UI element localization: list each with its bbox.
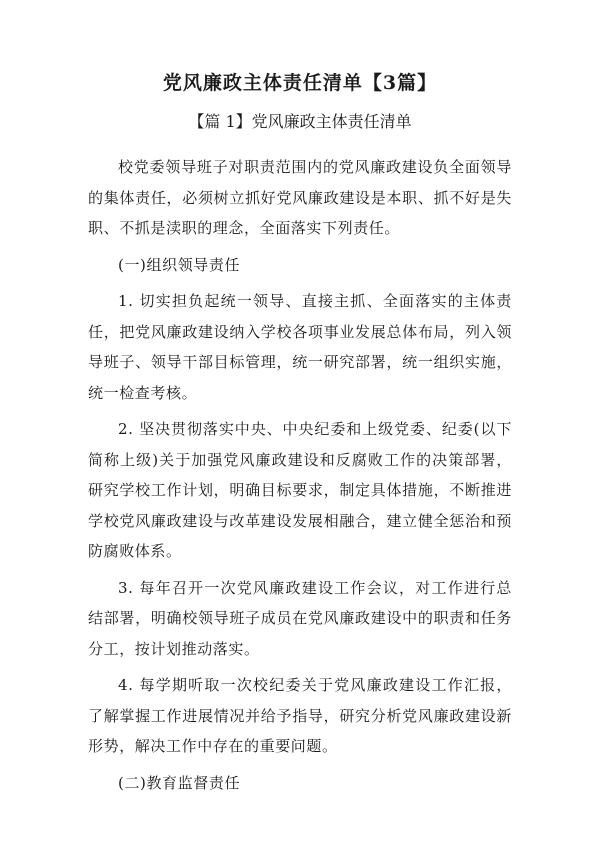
intro-paragraph: 校党委领导班子对职责范围内的党风廉政建设负全面领导的集体责任，必须树立抓好党风廉政建设是本职、抓不好是失职、不抓是渎职的理念，全面落实下列责任。 xyxy=(88,158,512,237)
section-heading-organization: (一)组织领导责任 xyxy=(118,255,241,274)
list-item: 2. 坚决贯彻落实中央、中央纪委和上级党委、纪委(以下简称上级)关于加强党风廉政建设和反腐败工作的决策部署，研究学校工作计划，明确目标要求，制定具体措施，不断推进学校党风廉政建设与改革建设发展相融合，建立健全惩治和预防腐败体系。 xyxy=(88,420,512,560)
document-subtitle: 【篇 1】党风廉政主体责任清单 xyxy=(188,112,412,131)
document-title: 党风廉政主体责任清单【3篇】 xyxy=(162,72,438,94)
list-item: 1. 切实担负起统一领导、直接主抓、全面落实的主体责任，把党风廉政建设纳入学校各项事业发展总体布局，列入领导班子、领导干部目标管理，统一研究部署，统一组织实施，统一检查考核。 xyxy=(88,292,512,402)
section-heading-supervision: (二)教育监督责任 xyxy=(118,773,241,792)
list-item: 4. 每学期听取一次校纪委关于党风廉政建设工作汇报，了解掌握工作进展情况并给予指导，研究分析党风廉政建设新形势，解决工作中存在的重要问题。 xyxy=(88,676,512,755)
list-item: 3. 每年召开一次党风廉政建设工作会议，对工作进行总结部署，明确校领导班子成员在党风廉政建设中的职责和任务分工，按计划推动落实。 xyxy=(88,578,512,658)
